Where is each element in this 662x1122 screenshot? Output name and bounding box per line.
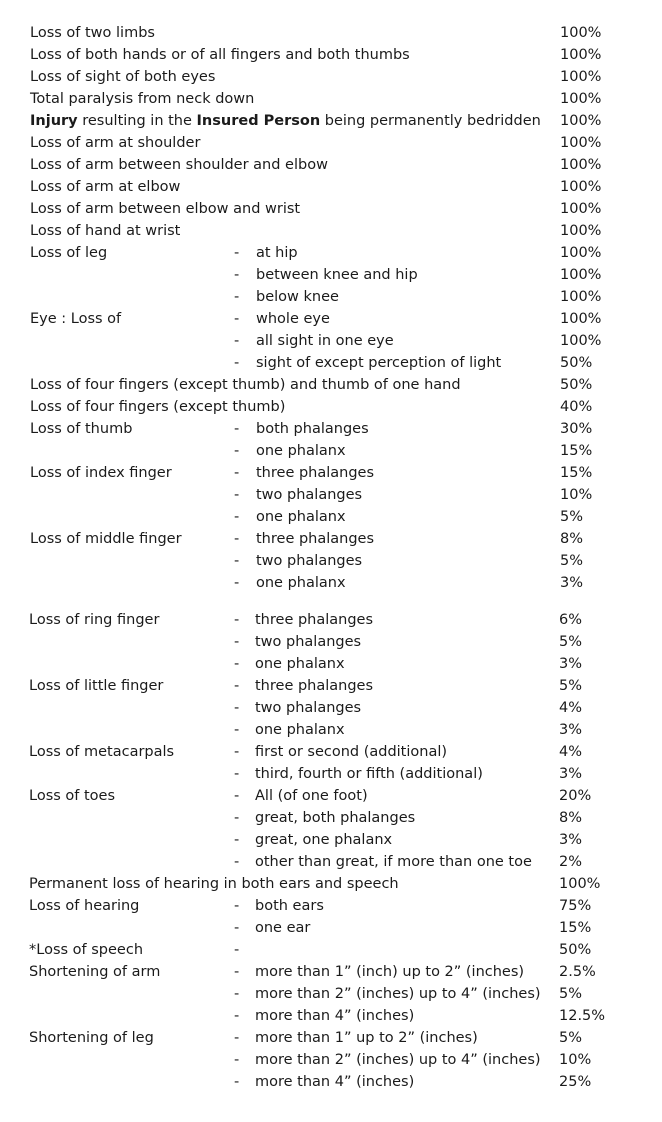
row-label: Loss of arm between shoulder and elbow [30, 157, 328, 173]
row-subitem: one phalanx [256, 509, 346, 525]
table-row [0, 44, 662, 66]
table-row [0, 1027, 662, 1049]
row-label: Loss of four fingers (except thumb) [30, 399, 286, 415]
row-percentage: 50% [560, 377, 593, 393]
row-subitem: great, one phalanx [255, 832, 393, 848]
table-row [0, 440, 662, 462]
row-percentage: 100% [560, 91, 602, 107]
row-dash: - [234, 700, 240, 716]
table-row [0, 198, 662, 220]
row-dash: - [234, 612, 240, 628]
row-dash: - [234, 1030, 240, 1046]
row-label: *Loss of speech [29, 942, 144, 958]
table-row [0, 719, 662, 741]
table-row [0, 132, 662, 154]
row-label: Loss of hand at wrist [30, 223, 181, 239]
row-subitem: more than 4” (inches) [255, 1074, 415, 1090]
row-subitem: two phalanges [256, 553, 363, 569]
row-percentage: 100% [560, 47, 602, 63]
row-dash: - [234, 553, 240, 569]
row-percentage: 5% [559, 986, 583, 1002]
row-percentage: 8% [560, 531, 584, 547]
row-percentage: 12.5% [559, 1008, 606, 1024]
table-row [0, 785, 662, 807]
table-row [0, 110, 662, 132]
row-percentage: 5% [559, 634, 583, 650]
row-label: Loss of index finger [30, 465, 172, 481]
row-subitem: two phalanges [255, 700, 362, 716]
table-row [0, 330, 662, 352]
table-row [0, 242, 662, 264]
row-percentage: 100% [560, 333, 602, 349]
row-subitem: other than great, if more than one toe [255, 854, 532, 870]
row-percentage: 100% [560, 157, 602, 173]
row-subitem: one phalanx [256, 575, 346, 591]
row-percentage: 100% [560, 311, 602, 327]
row-subitem: both phalanges [256, 421, 369, 437]
row-label: Loss of arm at elbow [30, 179, 181, 195]
row-percentage: 100% [560, 135, 602, 151]
row-subitem: below knee [256, 289, 339, 305]
row-percentage: 100% [560, 223, 602, 239]
label-text: resulting in the [77, 113, 197, 129]
row-percentage: 3% [560, 575, 584, 591]
row-percentage: 10% [560, 487, 593, 503]
table-row [0, 851, 662, 873]
row-subitem: both ears [255, 898, 324, 914]
row-subitem: all sight in one eye [256, 333, 394, 349]
row-dash: - [234, 487, 240, 503]
row-percentage: 4% [559, 744, 583, 760]
row-subitem: between knee and hip [256, 267, 418, 283]
row-subitem: one ear [255, 920, 311, 936]
row-dash: - [234, 311, 240, 327]
table-row [0, 66, 662, 88]
row-dash: - [234, 964, 240, 980]
table-row [0, 961, 662, 983]
row-percentage: 15% [560, 465, 593, 481]
row-dash: - [234, 245, 240, 261]
row-percentage: 5% [560, 509, 584, 525]
row-percentage: 100% [559, 876, 601, 892]
row-percentage: 3% [559, 832, 583, 848]
row-dash: - [234, 832, 240, 848]
row-subitem: All (of one foot) [255, 788, 368, 804]
row-percentage: 50% [560, 355, 593, 371]
row-percentage: 100% [560, 113, 602, 129]
row-percentage: 50% [559, 942, 592, 958]
table-row [0, 939, 662, 961]
row-dash: - [234, 722, 240, 738]
row-label: Loss of arm between elbow and wrist [30, 201, 301, 217]
row-percentage: 100% [560, 69, 602, 85]
row-label: Loss of four fingers (except thumb) and thumb of one hand [30, 377, 461, 393]
table-row [0, 653, 662, 675]
row-dash: - [234, 854, 240, 870]
table-row [0, 1049, 662, 1071]
table-row [0, 220, 662, 242]
row-subitem: two phalanges [255, 634, 362, 650]
row-label: Loss of metacarpals [29, 744, 175, 760]
row-subitem: three phalanges [256, 465, 375, 481]
row-label: Loss of toes [29, 788, 116, 804]
row-subitem: third, fourth or fifth (additional) [255, 766, 483, 782]
table-row [0, 484, 662, 506]
row-subitem: three phalanges [255, 678, 374, 694]
row-dash: - [234, 531, 240, 547]
row-dash: - [234, 333, 240, 349]
row-percentage: 100% [560, 201, 602, 217]
row-subitem: sight of except perception of light [256, 355, 502, 371]
row-percentage: 5% [559, 1030, 583, 1046]
row-subitem: one phalanx [255, 722, 345, 738]
row-subitem: more than 1” (inch) up to 2” (inches) [255, 964, 525, 980]
table-row [0, 22, 662, 44]
table-row [0, 154, 662, 176]
row-percentage: 15% [560, 443, 593, 459]
row-percentage: 100% [560, 245, 602, 261]
bold-term: Injury [30, 113, 78, 129]
row-label: Total paralysis from neck down [30, 91, 255, 107]
row-percentage: 3% [559, 656, 583, 672]
table-row [0, 418, 662, 440]
row-subitem: at hip [256, 245, 298, 261]
table-row [0, 396, 662, 418]
row-subitem: more than 4” (inches) [255, 1008, 415, 1024]
row-dash: - [234, 766, 240, 782]
row-percentage: 5% [560, 553, 584, 569]
table-row [0, 528, 662, 550]
row-label: Loss of thumb [30, 421, 133, 437]
row-dash: - [234, 355, 240, 371]
row-percentage: 2.5% [559, 964, 596, 980]
table-row [0, 1005, 662, 1027]
table-row [0, 176, 662, 198]
row-label [30, 110, 541, 132]
row-percentage: 75% [559, 898, 592, 914]
row-dash: - [234, 1008, 240, 1024]
row-percentage: 4% [559, 700, 583, 716]
table-row [0, 286, 662, 308]
row-percentage: 20% [559, 788, 592, 804]
table-row [0, 741, 662, 763]
row-dash: - [234, 1052, 240, 1068]
row-subitem: great, both phalanges [255, 810, 416, 826]
row-label: Loss of hearing [29, 898, 140, 914]
table-row [0, 352, 662, 374]
row-dash: - [234, 656, 240, 672]
row-dash: - [234, 1074, 240, 1090]
row-label: Loss of arm at shoulder [30, 135, 201, 151]
row-subitem: more than 2” (inches) up to 4” (inches) [255, 1052, 541, 1068]
row-label: Loss of both hands or of all fingers and both thumbs [30, 47, 410, 63]
row-percentage: 100% [560, 25, 602, 41]
row-subitem: one phalanx [255, 656, 345, 672]
row-label: Loss of two limbs [30, 25, 155, 41]
table-row [0, 697, 662, 719]
table-row [0, 895, 662, 917]
row-dash: - [234, 810, 240, 826]
benefit-table [0, 22, 662, 1093]
table-row [0, 917, 662, 939]
row-label: Eye : Loss of [30, 311, 122, 327]
row-dash: - [234, 942, 240, 958]
row-percentage: 6% [559, 612, 583, 628]
row-dash: - [234, 634, 240, 650]
row-dash: - [234, 920, 240, 936]
table-row [0, 462, 662, 484]
row-dash: - [234, 443, 240, 459]
table-row [0, 983, 662, 1005]
table-row [0, 550, 662, 572]
row-dash: - [234, 744, 240, 760]
row-subitem: more than 2” (inches) up to 4” (inches) [255, 986, 541, 1002]
table-row [0, 675, 662, 697]
row-dash: - [234, 289, 240, 305]
table-row [0, 763, 662, 785]
row-label: Loss of sight of both eyes [30, 69, 216, 85]
row-percentage: 15% [559, 920, 592, 936]
row-subitem: whole eye [256, 311, 330, 327]
row-dash: - [234, 678, 240, 694]
table-row [0, 631, 662, 653]
table-row [0, 609, 662, 631]
row-label: Loss of ring finger [29, 612, 160, 628]
row-subitem: three phalanges [255, 612, 374, 628]
table-row [0, 308, 662, 330]
row-subitem: more than 1” up to 2” (inches) [255, 1030, 478, 1046]
table-row [0, 264, 662, 286]
row-percentage: 100% [560, 289, 602, 305]
row-subitem: three phalanges [256, 531, 375, 547]
row-label: Shortening of arm [29, 964, 161, 980]
row-percentage: 40% [560, 399, 593, 415]
table-row [0, 374, 662, 396]
row-percentage: 25% [559, 1074, 592, 1090]
row-subitem: one phalanx [256, 443, 346, 459]
table-row [0, 1071, 662, 1093]
row-dash: - [234, 465, 240, 481]
table-row [0, 506, 662, 528]
row-subitem: two phalanges [256, 487, 363, 503]
bold-term: Insured Person [196, 113, 321, 129]
row-label: Loss of middle finger [30, 531, 182, 547]
row-percentage: 3% [559, 722, 583, 738]
row-label: Permanent loss of hearing in both ears and speech [29, 876, 399, 892]
row-label: Loss of leg [30, 245, 108, 261]
row-percentage: 2% [559, 854, 583, 870]
row-percentage: 100% [560, 179, 602, 195]
row-percentage: 100% [560, 267, 602, 283]
row-percentage: 10% [559, 1052, 592, 1068]
label-text: being permanently bedridden [320, 113, 541, 129]
row-dash: - [234, 898, 240, 914]
row-label: Loss of little finger [29, 678, 164, 694]
row-percentage: 5% [559, 678, 583, 694]
row-percentage: 8% [559, 810, 583, 826]
table-row [0, 88, 662, 110]
row-percentage: 30% [560, 421, 593, 437]
row-dash: - [234, 788, 240, 804]
table-row [0, 807, 662, 829]
row-subitem: first or second (additional) [255, 744, 448, 760]
table-row [0, 873, 662, 895]
row-dash: - [234, 421, 240, 437]
table-row [0, 572, 662, 594]
row-dash: - [234, 986, 240, 1002]
row-dash: - [234, 509, 240, 525]
row-dash: - [234, 267, 240, 283]
row-dash: - [234, 575, 240, 591]
row-label: Shortening of leg [29, 1030, 154, 1046]
table-row [0, 829, 662, 851]
row-percentage: 3% [559, 766, 583, 782]
